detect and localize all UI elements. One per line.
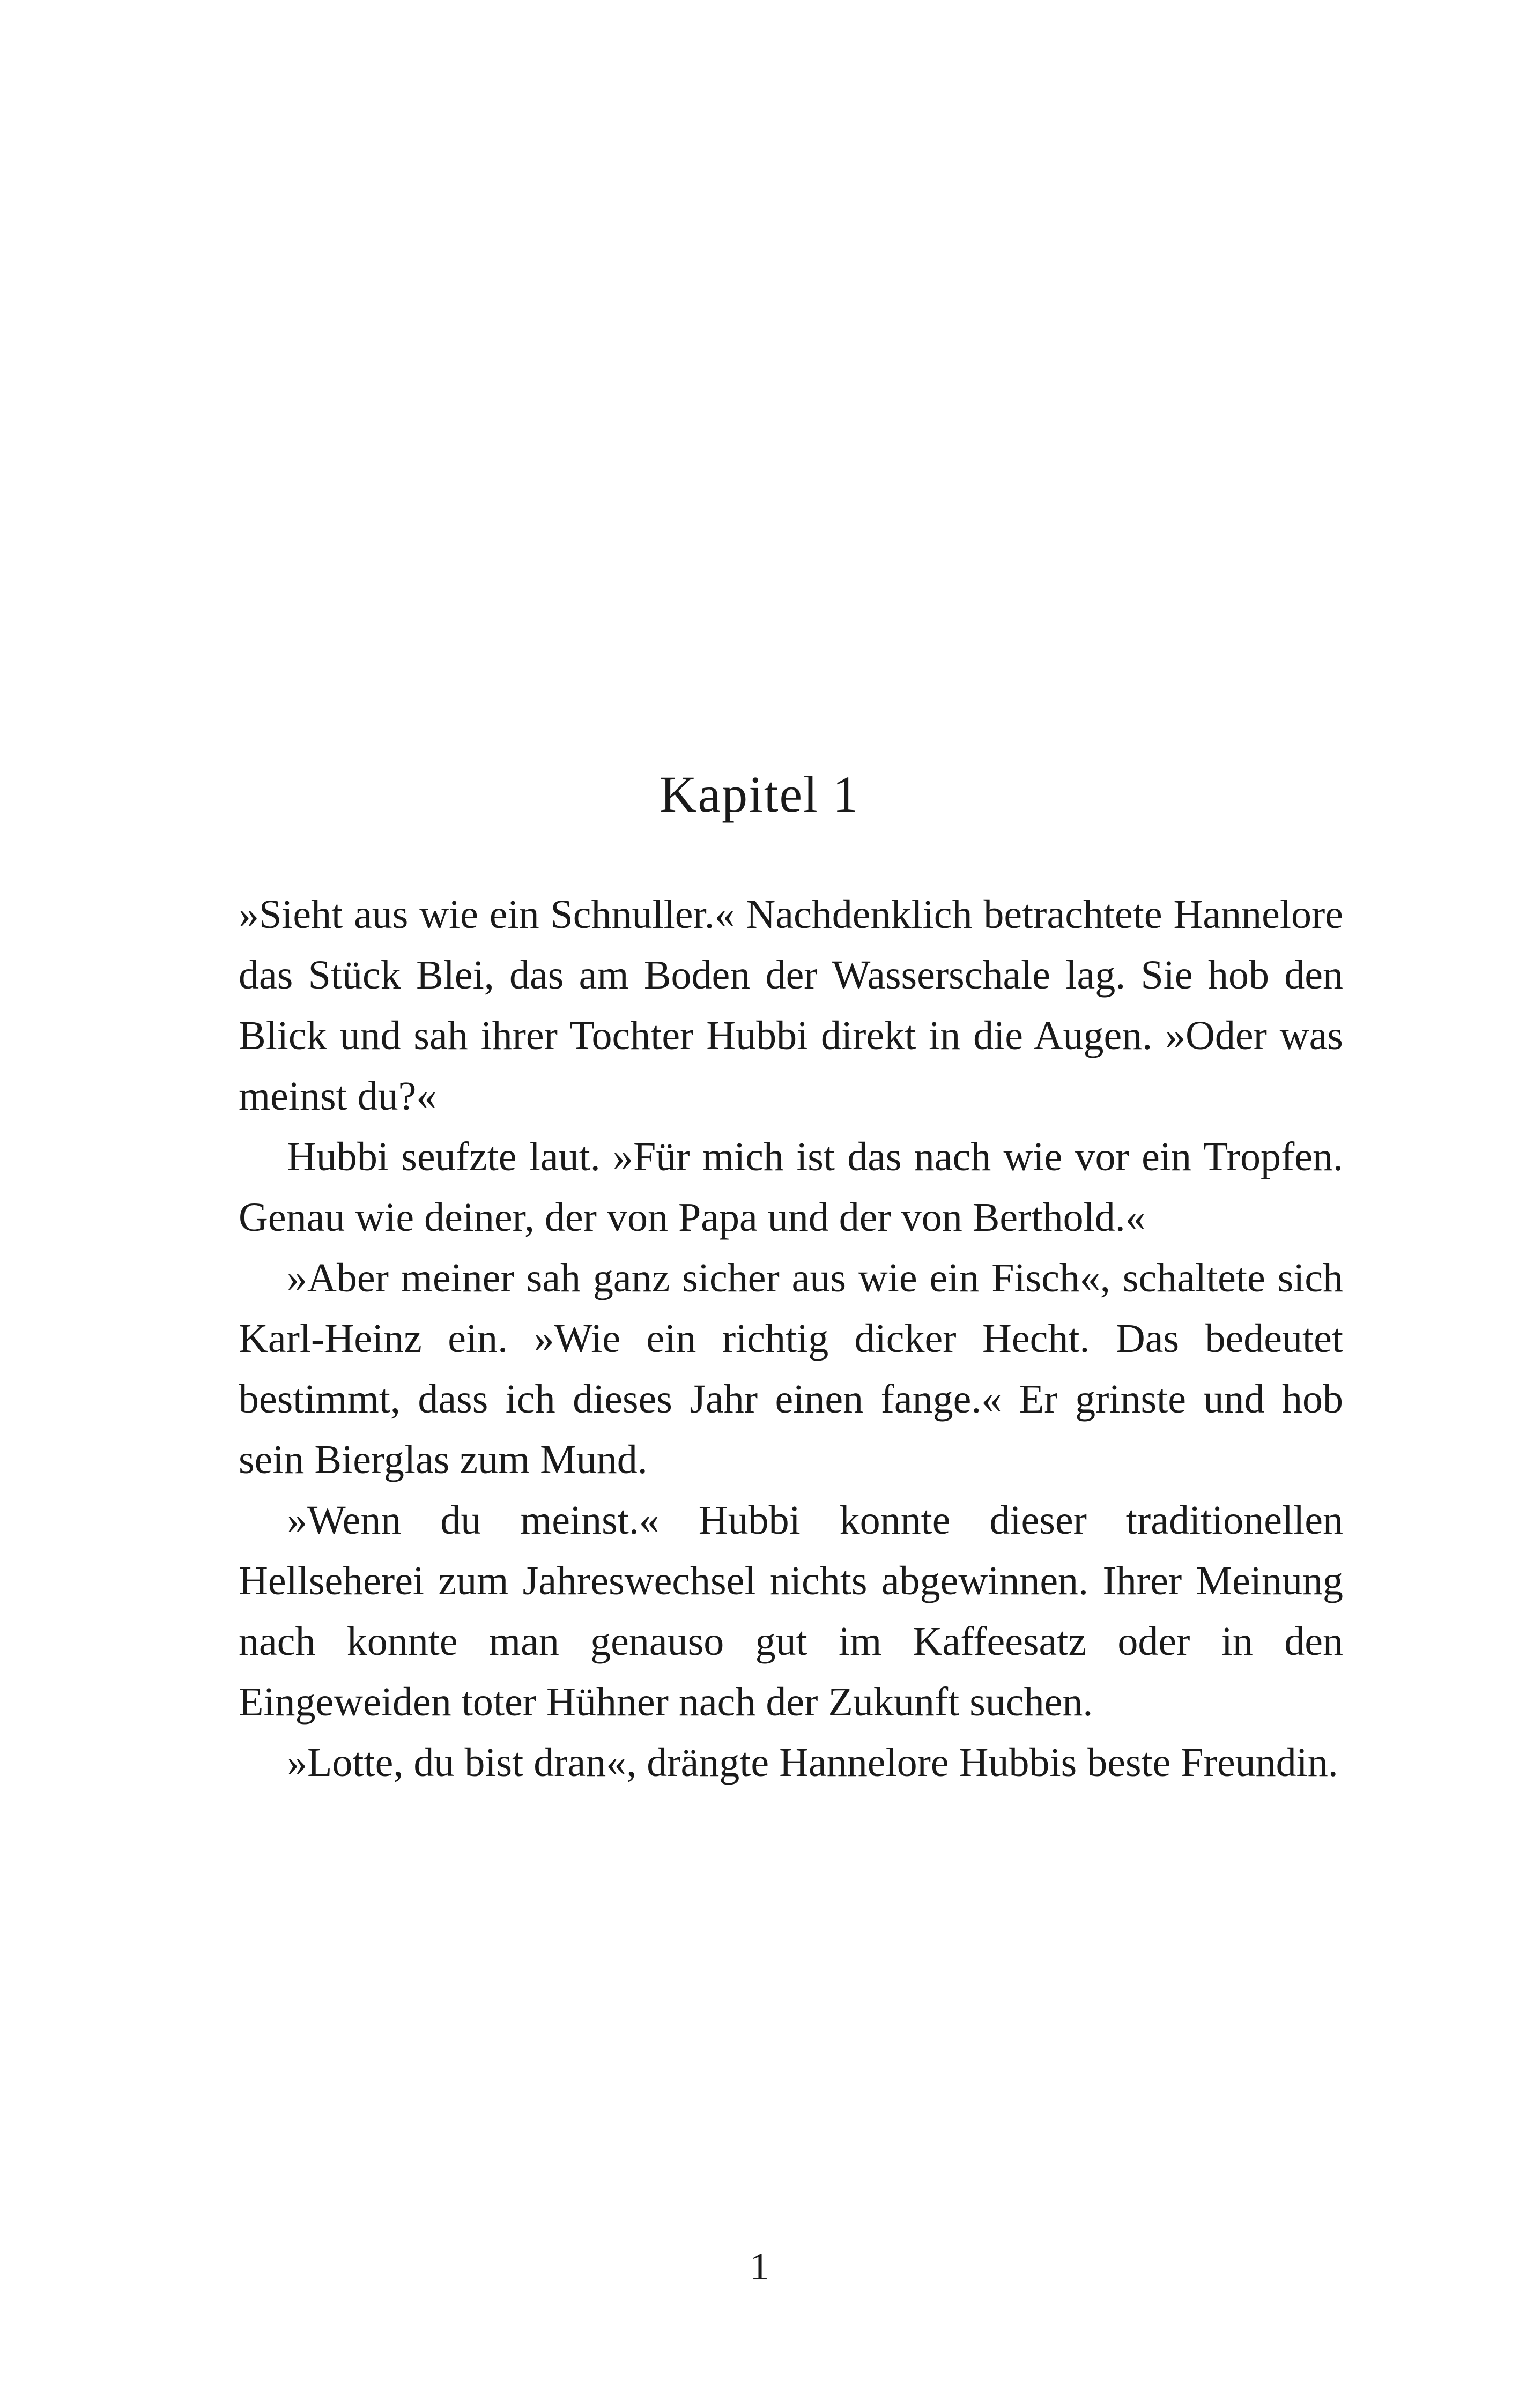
- paragraph: »Lotte, du bist dran«, drängte Hannelore Hubbis beste Freundin.: [287, 1740, 1338, 1785]
- paragraph: »Wenn du meinst.« Hubbi konnte dieser traditionellen Hellseherei zum Jahreswechsel nichts abgewinnen. Ihrer Meinung nach konnte man genauso gut im Kaffeesatz oder in den Eingeweiden toter Hühner nach der Zukunft suchen.: [239, 1498, 1343, 1725]
- chapter-body: [239, 885, 1343, 1793]
- page-number: 1: [750, 2245, 769, 2288]
- paragraph: Hubbi seufzte laut. »Für mich ist das nach wie vor ein Tropfen. Genau wie deiner, der von Papa und der von Berthold.«: [239, 1134, 1343, 1240]
- paragraph: »Sieht aus wie ein Schnuller.« Nachdenklich betrachtete Hannelore das Stück Blei, das am Boden der Wasserschale lag. Sie hob den Blick und sah ihrer Tochter Hubbi direkt in die Augen. »Oder was meinst du?«: [239, 892, 1343, 1119]
- paragraph: »Aber meiner sah ganz sicher aus wie ein Fisch«, schaltete sich Karl-Heinz ein. »Wie ein richtig dicker Hecht. Das bedeutet bestimmt, dass ich dieses Jahr einen fange.« Er grinste und hob sein Bierglas zum Mund.: [239, 1255, 1343, 1482]
- chapter-title: Kapitel 1: [660, 765, 859, 823]
